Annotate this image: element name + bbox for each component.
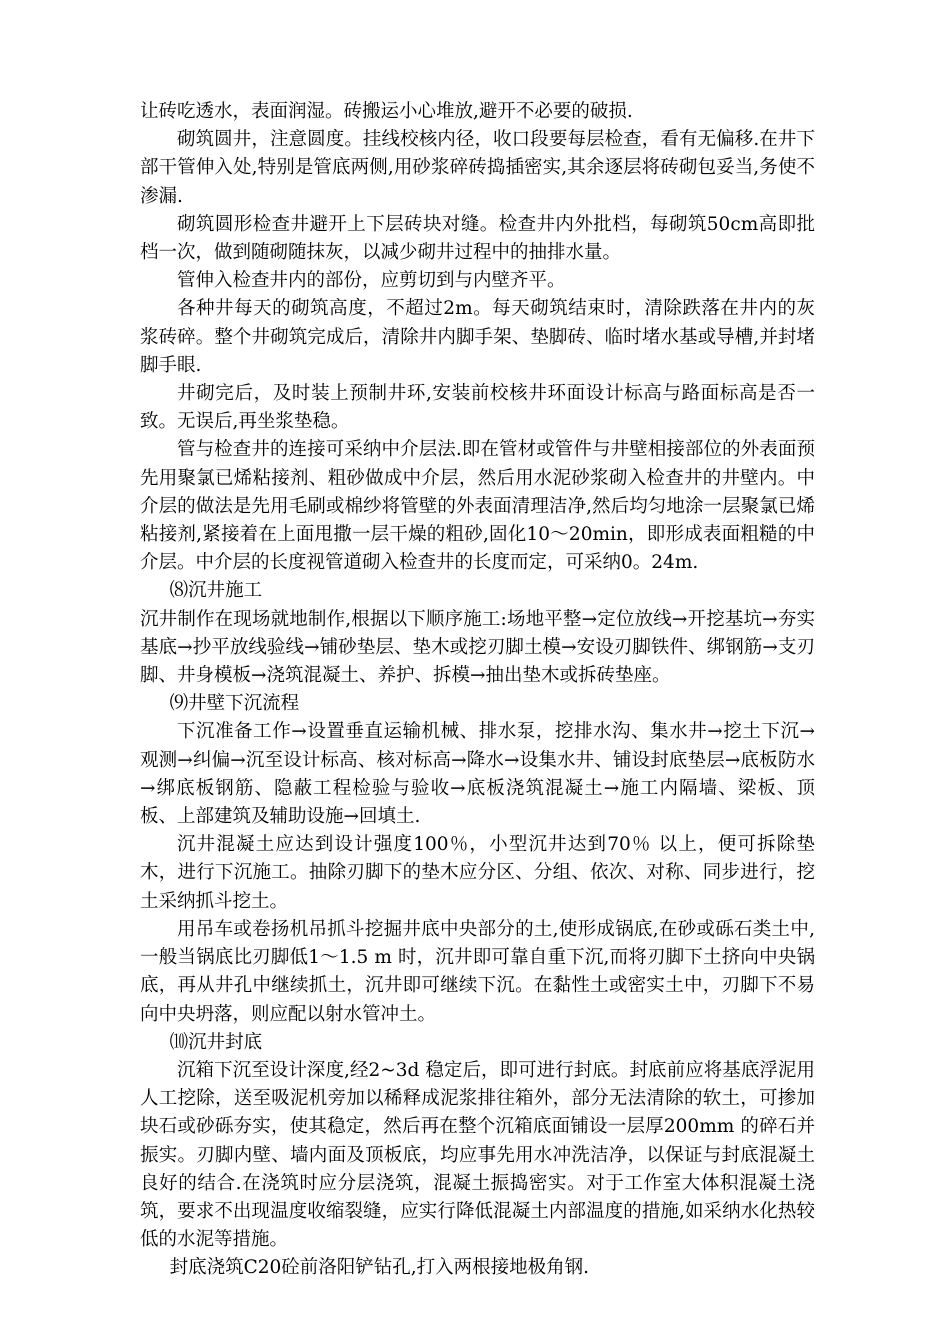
paragraph-well-ring: 井砌完后，及时装上预制井环,安装前校核井环面设计标高与路面标高是否一致。无误后,再坐浆垫稳。 [140, 383, 815, 433]
paragraph-brick-soaking: 让砖吃透水，表面润湿。砖搬运小心堆放,避开不必要的破损. [140, 101, 633, 122]
paragraph-round-well-masonry: 砌筑圆井，注意圆度。挂线校核内径，收口段要每层检查，看有无偏移.在井下部干管伸入处,特别是管底两侧,用砂浆碎砖捣插密实,其余逐层将砖砌包妥当,务使不渗漏. [140, 129, 815, 207]
paragraph-grounding: 封底浇筑C20砼前洛阳铲钻孔,打入两根接地极角钢. [169, 1257, 590, 1279]
paragraph-daily-height: 各种井每天的砌筑高度，不超过2m。每天砌筑结束时，清除跌落在井内的灰浆砖碎。整个井砌筑完成后，清除井内脚手架、垫脚砖、临时堵水基或导槽,并封堵脚手眼. [140, 298, 815, 376]
paragraph-intermediate-layer: 管与检查井的连接可采纳中介层法.即在管材或管件与井壁相接部位的外表面预先用聚氯已烯粘接剂、粗砂做成中介层，然后用水泥砂浆砌入检查井的井壁内。中介层的做法是先用毛刷或棉纱将管壁的外表面清理洁净,然后均匀地涂一层聚氯已烯粘接剂,紧接着在上面甩撒一层干燥的粗砂,固化10～20min，即形成表面粗糙的中介层。中介层的长度视管道砌入检查井的长度而定，可采纳0。24m. [140, 439, 815, 574]
paragraph-caisson-sequence: 沉井制作在现场就地制作,根据以下顺序施工:场地平整→定位放线→开挖基坑→夯实基底→抄平放线验线→铺砂垫层、垫木或挖刃脚土模→安设刃脚铁件、绑钢筋→支刃脚、井身模板→浇筑混凝土、养护、拆模→抽出垫木或拆砖垫座。 [140, 608, 815, 687]
section-heading-caisson-construction: ⑻沉井施工 [169, 580, 263, 602]
paragraph-sinking-steps: 下沉准备工作→设置垂直运输机械、排水泵，挖排水沟、集水井→挖土下沉→观测→纠偏→沉至设计标高、核对标高→降水→设集水井、铺设封底垫层→底板防水→绑底板钢筋、隐蔽工程检验与验收→底板浇筑混凝土→施工内隔墙、梁板、顶板、上部建筑及辅助设施→回填土. [140, 721, 815, 828]
paragraph-grab-excavation: 用吊车或卷扬机吊抓斗挖掘井底中央部分的土,使形成锅底,在砂或砾石类土中,一般当锅底比刃脚低1～1.5 m 时，沉井即可靠自重下沉,而将刃脚下土挤向中央锅底，再从井孔中继续抓土，沉井即可继续下沉。在黏性土或密实土中，刃脚下不易向中央坍落，则应配以射水管冲土。 [140, 918, 815, 1025]
section-heading-caisson-sealing: ⑽沉井封底 [169, 1031, 263, 1053]
paragraph-concrete-strength: 沉井混凝土应达到设计强度100％，小型沉井达到70％ 以上，便可拆除垫木，进行下沉施工。抽除刃脚下的垫木应分区、分组、依次、对称、同步进行，挖土采纳抓斗挖土。 [140, 834, 815, 912]
document-body [140, 98, 815, 1283]
paragraph-bottom-sealing: 沉箱下沉至设计深度,经2~3d 稳定后，即可进行封底。封底前应将基底浮泥用人工挖除，送至吸泥机旁加以稀释成泥浆排往箱外，部分无法清除的软土，可掺加块石或砂砾夯实，使其稳定，然后再在整个沉箱底面铺设一层厚200mm 的碎石并振实。刃脚内壁、墙内面及顶板底，均应事先用水冲洗洁净，以保证与封底混凝土良好的结合.在浇筑时应分层浇筑，混凝土振捣密实。对于工作室大体积混凝土浇筑，要求不出现温度收缩裂缝，应实行降低混凝土内部温度的措施,如采纳水化热较低的水泥等措施。 [140, 1059, 815, 1251]
paragraph-pipe-trimming: 管伸入检查井内的部份，应剪切到与内壁齐平。 [177, 270, 566, 292]
paragraph-inspection-well-joints: 砌筑圆形检查井避开上下层砖块对缝。检查井内外批档，每砌筑50cm高即批档一次，做到随砌随抹灰，以减少砌井过程中的抽排水量。 [140, 213, 815, 264]
section-heading-sinking-process: ⑼井壁下沉流程 [169, 693, 300, 715]
